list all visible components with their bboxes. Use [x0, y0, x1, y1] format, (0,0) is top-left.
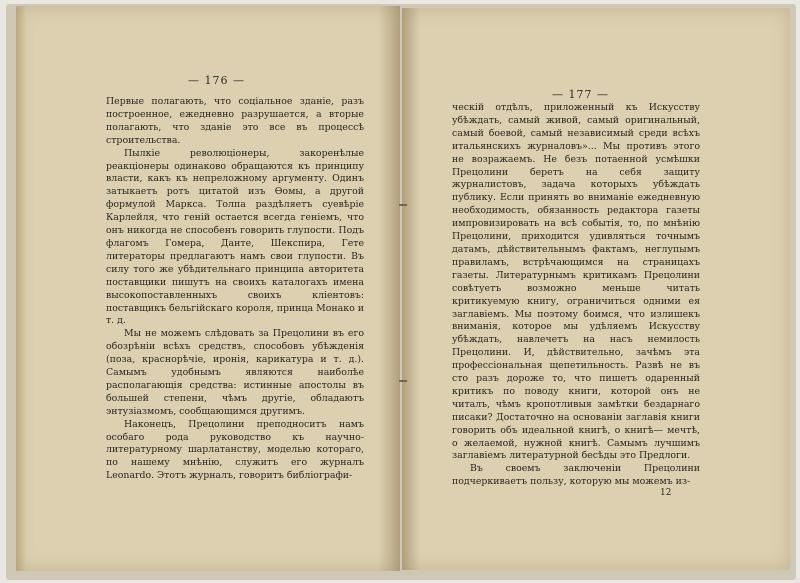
paragraph: Наконецъ, Прецолини преподноситъ намъ особаго рода руководство къ научно-литературному шарлатанству, моделью котораго, по нашему мнѣнію, служитъ его журналъ Leonardo. Этотъ журналъ, говоритъ библіографи- [106, 418, 364, 482]
left-page [16, 6, 400, 571]
paragraph: Въ своемъ заключеніи Прецолини подчеркиваетъ пользу, которую мы можемъ из- [452, 463, 700, 488]
paragraph: Мы не можемъ слѣдовать за Прецолини въ его обозрѣніи всѣхъ средствъ, способовъ убѣжденія (поза, краснорѣчіе, иронія, карикатура и т. д.). Самымъ удобнымъ являются наиболѣе располагающія средства: истинные апостолы въ большей степени, чѣмъ другіе, обладаютъ энтузіазмомъ, сообщающимся другимъ. [106, 328, 364, 417]
page-edge-stain [16, 6, 26, 571]
binding-stitch [399, 204, 407, 206]
right-page-text [452, 102, 700, 489]
paragraph: ческій отдѣлъ, приложенный къ Искусству убѣждать, самый живой, самый оригинальный, самый боевой, самый независимый среди всѣхъ итальянскихъ журналовъ»... Мы противъ этого не возражаемъ. Не безъ потаенной усмѣшки Прецолини беретъ на себя защиту журналистовъ, задача которыхъ убѣждать публику. Если принять во вниманіе ежедневную необходимость, обязанность редактора газеты импровизировать на всѣ событія, то, по мнѣнію Прецолини, приходится удивляться точнымъ датамъ, дѣйствительнымъ фактамъ, неглупымъ правиламъ, встрѣчающимся на страницахъ газеты. Литературнымъ критикамъ Прецолини совѣтуетъ возможно меньше читать критикуемую книгу, ограничиться одними ея заглавіемъ. Мы поэтому боимся, что излишекъ вниманія, которое мы удѣляемъ Искусству убѣждать, навлечетъ на насъ немилость Прецолини. И, дѣйствительно, зачѣмъ эта профессіональная щепетильность. Развѣ не въ сто разъ дороже то, что пишетъ одаренный критикъ по поводу книги, которой онъ не читалъ, чѣмъ кропотливыя замѣтки бездарнаго писаки? Достаточно на основаніи заглавія книги говорить объ идеальной книгѣ, о книгѣ— мечтѣ, о желаемой, нужной книгѣ. Самымъ лучшимъ заглавіемъ литературной бесѣды это Предлоги. [452, 102, 700, 462]
left-page-text [106, 96, 364, 483]
right-page [402, 8, 790, 570]
gutter-shadow [402, 8, 420, 570]
paragraph: Пылкіе революціонеры, закоренѣлые реакціонеры одинаково обращаются къ принципу власти, какъ къ непреложному аргументу. Одинъ затыкаетъ ротъ цитатой изъ Ѳомы, а другой формулой Маркса. Толпа раздѣляетъ суевѣріе Карлейля, что геній остается всегда геніемъ, что онъ никогда не способенъ говорить глупости. Подъ флагомъ Гомера, Данте, Шекспира, Гете литераторы предлагаютъ намъ свои глупости. Въ силу того же убѣдительнаго принципа авторитета поставщики пишутъ на своихъ каталогахъ имена высокопоставленныхъ своихъ кліентовъ: поставщикъ бельгійскаго короля, принца Монако и т. д. [106, 147, 364, 327]
binding-stitch [399, 380, 407, 382]
page-number-right: — 177 — [552, 88, 609, 101]
gutter-shadow [378, 6, 400, 571]
paragraph: Первые полагають, что соціальное зданіе, разъ построенное, ежедневно разрушается, а вторые полагають, что зданіе это все въ процессѣ строительства. [106, 96, 364, 146]
page-number-left: — 176 — [188, 74, 245, 87]
signature-mark: 12 [660, 488, 672, 498]
